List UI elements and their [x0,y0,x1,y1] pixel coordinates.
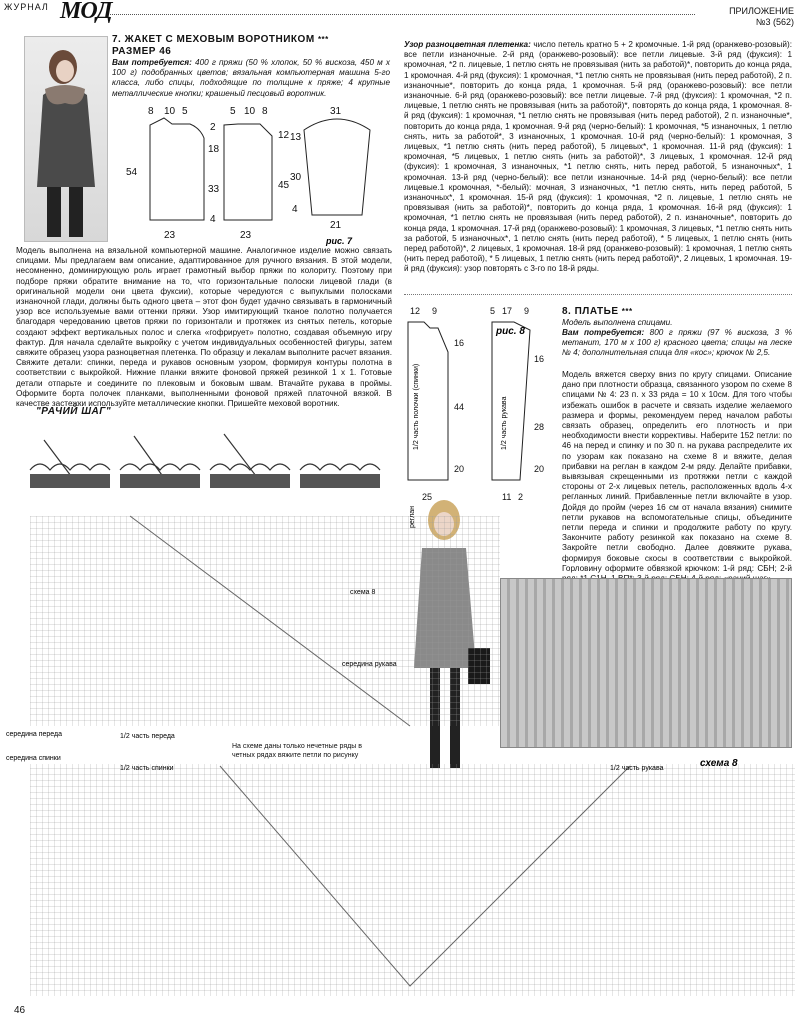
jacket-title-text: 7. ЖАКЕТ С МЕХОВЫМ ВОРОТНИКОМ [112,34,315,45]
dim8-2: 2 [518,492,524,502]
dim8-9b: 9 [524,306,530,316]
back-pattern [150,118,204,220]
scheme-8-label: схема 8 [350,589,376,596]
jacket-needs-text: 400 г пряжи (50 % хлопок, 50 % вискоза, 450 м x 100 г) подобранных цветов; вязальная компьютерная машина 5-го класса, либо спицы, подходящие по толщине к пряже; 4 крупные металлические кнопки; крашеный песцовый воротник. [112,58,390,98]
dress-difficulty: *** [621,307,633,316]
front-center-label: середина переда [6,731,63,738]
lower-grid [30,764,795,996]
dim8-16b: 16 [534,354,545,364]
label-half-sleeve-fig8: 1/2 часть рукава [501,396,508,450]
dim8-11: 11 [502,492,512,502]
dim-8b: 8 [262,106,268,117]
scheme-8-chart [6,505,800,1006]
figure-7-patterns [112,100,392,250]
dim-30: 30 [290,172,302,183]
jacket-materials [112,58,390,99]
half-front-label: 1/2 часть переда [120,733,175,740]
sleeve-pattern [304,119,370,215]
dim-8: 8 [148,106,154,117]
figure-8-patterns [396,300,548,510]
dress-needs-label: Вам потребуется: [562,328,645,337]
raglan-label: реглан [409,505,416,528]
half-back-label: 1/2 часть спинки [120,765,174,772]
dress-subtitle: Модель выполнена спицами. [562,318,673,327]
scheme-8-caption: схема 8 [700,758,738,769]
pattern-label: Узор разноцветная плетенка: [404,40,531,49]
supplement-label: ПРИЛОЖЕНИЕ [729,6,794,16]
figure-7-caption: рис. 7 [326,236,353,246]
dim8-25: 25 [422,492,433,502]
half-sleeve-label: 1/2 часть рукава [610,765,664,772]
jacket-needs-label: Вам потребуется: [112,58,192,67]
dim-13: 13 [290,132,302,143]
dim-10b: 10 [244,106,256,117]
dim8-5: 5 [490,306,496,316]
jacket-size: РАЗМЕР 46 [112,46,172,57]
dress-needs-text: 800 г пряжи (97 % вискоза, 3 % метанит, 170 м x 100 г) красного цвета; спицы на леске № 4; дополнительная спица для «кос»; крючок № 2,5. [562,328,792,358]
dress-title-text: 8. ПЛАТЬЕ [562,306,619,317]
pattern-text: число петель кратно 5 + 2 кромочные. 1-й ряд (оранжево-розовый): все петли изнаночные. 2-й ряд (оранжево-розовый): все петли лицевые. 3-й ряд (фуксия): 1 кромочная, *2 п. лицевые, 1 петлю снять не провязывая (нить за работой)*, повторить до конца ряда, 1 кромочная. 4-й ряд (фуксия): 1 кромочная, *1 петлю снять не провязывая (нить перед работой), 2 п. изнаночные*, повторить до конца ряда, 1 кромочная. 5-й ряд (оранжево-розовый): все петли изнаночные. 6-й ряд (оранжево-розовый): все петли лицевые. 7-й ряд (фуксия): 1 кромочная, *2 п. лицевые, 1 петлю снять не провязывая (нить за работой)*, повторять до конца ряда, 1 кромочная. 8-й ряд (фуксия): 1 кромочная, *1 петлю снять не провязывая (нить перед работой), 2 п. изнаночные*, повторить до конца ряда, 1 кромочная. 9-й ряд (черно-белый): 1 кромочная, *5 изнаночных, 1 петлю снять, нить за работой*, 3 изнаночных, 1 кромочная. 10-й ряд (черно-белый): 1 кромочная, 3 лицевых, *1 петлю снять (нить перед работой), 5 лицевых*, 1 кромочная. 11-й ряд (фуксия): 1 кромочная, *5 лицевых, 1 петлю снять (нить за работой)*, 3 лицевых, 1 кромочная. 12-й ряд (фуксия): 1 кромочная, 3 изнаночных, *1 петлю снять, нить перед работой, 5 изнаночных*, 1 кромочная. 13-й ряд (черно-белый): все петли изнаночные. 14-й ряд (черно-белый): все петли лицевые.1 кромочная, *-белый): мочная, 3 изнаночных, *1 петлю снять, нить перед работой, 5 изнаночных*, 1 кромочная. 15-й ряд (фуксия): 1 кромочная, *2 п. лицевые, 1 петлю снять не провязывая (нить за работой)*, повторить до конца ряда, 1 кромочная. 16-й ряд (фуксия): 1 кромочная, *1 петлю снять не провязывая (нить перед работой), 2 п. изнаночные*, повторить до конца ряда, 1 кромочная. 17-й ряд (оранжево-розовый): 1 кромочная, 3 лицевых, *1 петлю снять нить за работой, 5 изнаночных*, 1 петлю снять (нить перед работой), * 5 лицевых, 1 петлю снять (нить перед работой)*, 2 лицевых, 1 кромочная. 18-й ряд (оранжево-розовый): 1 кромочная, 1 петлю снять (нить перед работой), * 5 лицевых, 1 петлю снять (нить перед работой)*, 2 лицевых, 1 кромочная. 19-й ряд (фуксия): узор повторять с 3-го по 18-й ряды. [404,40,792,274]
dim8-16: 16 [454,338,465,348]
dim8-28: 28 [534,422,545,432]
issue-info [729,6,794,28]
crab-step-2 [120,464,200,470]
dim8-20: 20 [454,464,465,474]
dim-23: 23 [164,230,176,241]
section-divider [404,294,792,295]
jacket-model-illustration [25,37,107,241]
label-half-body: 1/2 часть полочки (спинки) [413,363,420,450]
dim8-20b: 20 [534,464,545,474]
jacket-photo [24,36,108,242]
dim8-17: 17 [502,306,513,316]
pattern-description [404,40,792,275]
dim8-12: 12 [410,306,421,316]
dim-45: 45 [278,180,290,191]
dim-10: 10 [164,106,176,117]
scheme-note: На схеме даны только нечетные ряды в четных рядах вяжите петли по рисунку [232,743,362,759]
dim8-9: 9 [432,306,438,316]
dim-4c: 4 [292,204,298,215]
dim-12: 12 [278,130,290,141]
figure-8-caption: рис. 8 [496,326,525,337]
jacket-title [112,34,329,45]
dim-54: 54 [126,167,138,178]
crab-step-title: "РАЧИЙ ШАГ" [36,406,112,417]
dim-31: 31 [330,106,342,117]
dress-sleeve-pattern [492,322,530,480]
jacket-description: Модель выполнена на вязальной компьютерной машине. Аналогичное изделие можно связать спицами. Мы предлагаем вам описание, адаптированное для ручного вязания. В этой модели, несомненно, доминирующую роль играет грамотный выбор пряжи по колориту. Поэтому при подборе пряжи обратите внимание на то, что горизонтальные полоски лицевой глади (в оригинальной модели они цвета фуксии), которые чередуются с выпуклыми полосками изнаночной глади, должны быть одного цвета – этот фон будет удачно связывать в гармоничный узор все используемые вами оттенки пряжи. Узор имитирующий тканое полотно получается благодаря чередованию цветов пряжи по горизонтали и протяжек из снятых петель, которые создают эффект вертикальных полос и слегка «гофрирует» полотно, создавая объемную игру фактур. Для начала сделайте выкройку с учетом индивидуальных особенностей фигуры, затем свяжите образец узора разноцветная плетенка. По образцу и лекалам выполните расчет вязания. Свяжите детали: спинки, переда и рукавов основным узором, формируя контуры полотна в соответствии с выкройкой. Нижние планки вяжите фоновой пряжей резинкой 1 x 1. Готовые детали отпарьте и соедините по плековым и боковым швам. Втачайте рукава в проймы. Оформите борта полочек планками, выполненными фоновой пряжей платочной вязкой. В качестве застежки используйте металлические кнопки. Пришейте меховой воротник. [16,246,392,409]
dim-5: 5 [182,106,188,117]
dim-23b: 23 [240,230,252,241]
magazine-logo: МОД [60,0,112,24]
dim-2: 2 [210,122,216,133]
crab-step-4 [300,464,380,470]
dim-33: 33 [208,184,220,195]
jacket-difficulty: *** [317,35,329,44]
dress-title [562,306,633,317]
upper-grid [30,516,500,726]
crochet-hooks [44,434,256,480]
dim-21: 21 [330,220,342,231]
crab-step-1 [30,464,110,470]
back-center-label: середина спинки [6,755,61,762]
dim-18: 18 [208,144,220,155]
dim8-44: 44 [454,402,465,412]
issue-number: №3 (562) [755,17,794,27]
crab-step-illustrations [24,420,394,500]
dress-description: Модель вяжется сверху вниз по кругу спицами. Описание дано при плотности образца, связанного узором по схеме 8 спицами № 4: 23 п. x 33 ряда = 10 x 10см. Для того чтобы избежать ошибок в расчете и связать изделие желаемого размера и формы, рекомендуем перед началом работы связать образец, определить его плотность и при необходимости внести коррективы. Наберите 152 петли: по 46 на перед и спинку и по 30 п. на рукава распределите их по узорам как показано на схеме 8 и вяжите, делая прибавки на реглан в каждом 2-м ряду. Делайте прибавки, вывязывая скрещенными из протяжки петли с каждой стороны от 2-х лицевых петель, расположенных вдоль 4-х регланных линий. Прибавленные петли включайте в узор. Дойдя до пройм (через 16 см от начала вязания) снимите петли рукавов на вспомогательные спицы, объедините петли переда и спинки и продолжите работу по кругу. Закончите работу резинкой как показано на схеме 8. Закройте петли свободно. Далее довяжите рукава, формируя боковые скосы в соответствии с выкройкой. Горловину оформите обвязкой крючком: 1-й ряд: СБН; 2-й [562,370,792,573]
dim-4: 4 [210,214,216,225]
page-number: 46 [14,1005,26,1016]
dim-5b: 5 [230,106,236,117]
sleeve-center-label: середина рукава [342,661,397,668]
magazine-label: ЖУРНАЛ [4,2,49,12]
front-pattern [224,124,272,220]
header-divider [110,14,695,15]
dress-materials [562,328,792,359]
